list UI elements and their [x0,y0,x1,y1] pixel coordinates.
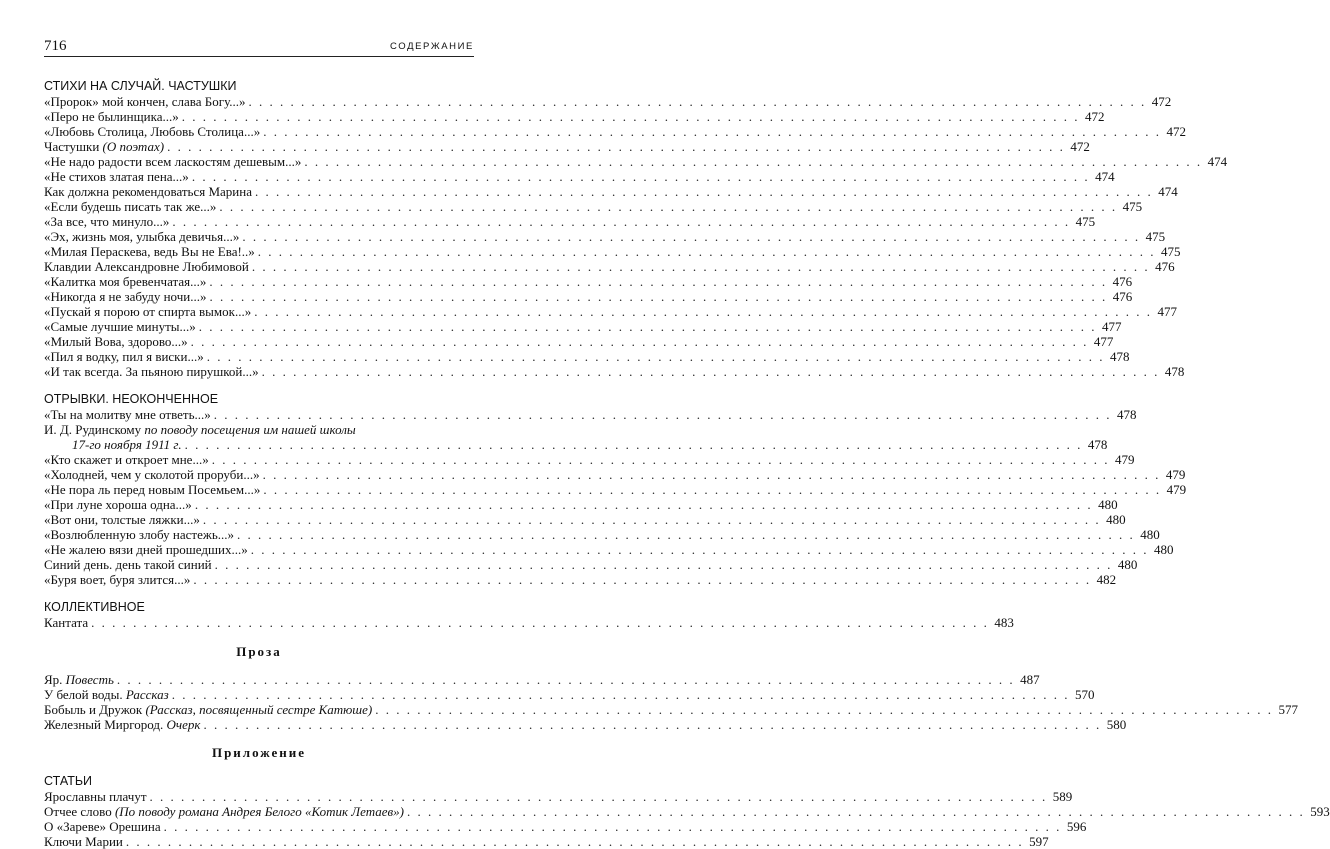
dot-leader [164,819,1062,834]
entry-title-text: У белой воды. [44,687,126,702]
dot-leader [255,184,1153,199]
entry-title [44,497,192,512]
section-title: КОЛЛЕКТИВНОЕ [44,600,145,614]
entry-page-number: 487 [1020,672,1040,687]
entry-page-number: 475 [1161,244,1181,259]
entry-title [44,259,249,274]
entry-title-text: «Никогда я не забуду ночи...» [44,289,207,304]
entry-note: (Рассказ, посвященный сестре Катюше) [145,702,373,717]
entry-title-text: «Перо не былинщика...» [44,109,179,124]
dot-leader [192,169,1090,184]
entry-page-number: 480 [1140,527,1160,542]
toc-entry [44,687,1095,702]
entry-page-number: 480 [1117,557,1138,572]
entry-title-text: И. Д. Рудинскому [44,422,145,437]
entry-title-text: «Не пора ль перед новым Посемьем...» [44,482,261,497]
entry-title [44,717,200,732]
toc-entry [44,482,1187,497]
entry-page-number: 478 [1164,364,1185,379]
entry-title-text: Как должна рекомендоваться Марина [44,184,252,199]
entry-title [44,572,190,587]
toc-entry [44,289,1133,304]
entry-page-number: 589 [1052,789,1073,804]
entry-title [44,139,164,154]
entry-page-number: 475 [1075,214,1096,229]
page-header [44,38,474,57]
entry-title [44,482,260,497]
dot-leader [207,349,1105,364]
entry-page-number: 477 [1093,334,1114,349]
toc-entry [44,364,1185,379]
entry-title-text: «Калитка моя бревенчатая...» [44,274,207,289]
entry-title-text: «Пророк» мой кончен, слава Богу...» [44,94,246,109]
dot-leader [219,199,1117,214]
section-title: ОТРЫВКИ. НЕОКОНЧЕННОЕ [44,392,219,406]
toc-entry [44,467,1186,482]
toc-entry [44,819,1087,834]
dot-leader [242,229,1140,244]
dot-leader [263,467,1161,482]
entry-page-number: 474 [1158,184,1178,199]
dot-leader [195,497,1093,512]
dot-leader [91,615,989,630]
dot-leader [182,109,1080,124]
entry-title [44,702,372,717]
toc-entry [44,557,1138,572]
entry-title [44,834,123,849]
entry-title [44,527,234,542]
entry-title [44,124,260,139]
entry-page-number: 472 [1166,124,1186,139]
entry-title [44,557,212,572]
appendix-part [44,745,1330,849]
entry-title [44,244,255,259]
toc-entry [44,304,1177,319]
entry-title-text: Бобыль и Дружок [44,702,146,717]
entry-title-text: «Кто скажет и откроет мне...» [44,452,209,467]
entry-page-number: 472 [1070,139,1090,154]
spacer [44,732,474,745]
dot-leader [117,672,1015,687]
entry-title-text: «Милая Пераскева, ведь Вы не Ева!..» [44,244,255,259]
dot-leader [199,319,1097,334]
dot-leader [172,214,1070,229]
part-title: Проза [236,644,282,659]
entry-title [44,422,356,437]
entry-page-number: 477 [1157,304,1177,319]
entry-note: Рассказ [125,687,169,702]
entry-title-text: «Не надо радости всем ласкостям дешевым...» [44,154,302,169]
toc-entry [44,229,1166,244]
toc-entry [44,109,1105,124]
entry-page-number: 478 [1087,437,1108,452]
dot-leader [212,452,1110,467]
entry-page-number: 479 [1165,467,1186,482]
dot-leader [126,834,1024,849]
dot-leader [203,512,1101,527]
entry-title [44,274,206,289]
entry-title [44,304,251,319]
entry-title [44,512,200,527]
toc-entry [44,407,1137,422]
toc-section [44,391,1187,587]
toc-entry [44,139,1090,154]
entry-page-number: 472 [1085,109,1105,124]
dot-leader [193,572,1091,587]
entry-title [44,94,246,109]
entry-note: (По поводу романа Андрея Белого «Котик Летаев») [114,804,405,819]
entry-title-text: «Холодней, чем у сколотой проруби...» [44,467,260,482]
page-number: 716 [44,38,67,54]
entry-title-text: «Милый Вова, здорово...» [44,334,188,349]
dot-leader [262,364,1160,379]
toc-entry [44,244,1181,259]
entry-title [44,289,206,304]
entry-title [44,437,182,452]
toc-section [44,599,1014,630]
toc-entry [44,154,1228,169]
entry-title-text: О «Зареве» Орешина [44,819,161,834]
entry-title [44,687,169,702]
dot-leader [252,259,1150,274]
toc-entry [44,497,1118,512]
running-head: СОДЕРЖАНИЕ [390,41,474,52]
entry-page-number: 479 [1166,482,1187,497]
entry-title [44,364,259,379]
dot-leader [263,124,1161,139]
toc-entry [44,542,1174,557]
entry-title [44,407,211,422]
entry-title [44,789,147,804]
entry-page-number: 593 [1310,804,1330,819]
dot-leader [304,154,1202,169]
entry-title-text: «И так всегда. За пьяною пирушкой...» [44,364,259,379]
dot-leader [209,289,1107,304]
dot-leader [251,542,1149,557]
dot-leader [209,274,1107,289]
entry-title-text: «Любовь Столица, Любовь Столица...» [44,124,261,139]
entry-title [44,542,248,557]
entry-page-number: 479 [1114,452,1135,467]
dot-leader [150,789,1048,804]
toc-entry [44,124,1186,139]
entry-title-text: «Не жалею вязи дней прошедших...» [44,542,248,557]
dot-leader [203,717,1101,732]
toc-section [44,78,1228,379]
toc-entry [44,184,1178,199]
entry-page-number: 474 [1095,169,1115,184]
entry-page-number: 577 [1278,702,1298,717]
toc-entry [44,527,1160,542]
entry-title [44,615,88,630]
entry-title-text: Частушки [44,139,103,154]
toc-entry [44,789,1073,804]
entry-title [44,319,196,334]
entry-page-number: 476 [1155,259,1175,274]
entry-title-text: «При луне хороша одна...» [44,497,192,512]
toc-entry [44,319,1122,334]
entry-title [44,229,239,244]
toc-entry [44,717,1127,732]
entry-page-number: 474 [1207,154,1228,169]
entry-title-text: «Вот они, толстые ляжки...» [44,512,200,527]
dot-leader [263,482,1161,497]
prose-part [44,644,1298,732]
entry-title [44,199,216,214]
dot-leader [237,527,1135,542]
entry-title-text: «Пил я водку, пил я виски...» [44,349,204,364]
entry-note: по поводу посещения им нашей школы [144,422,356,437]
entry-note: Очерк [166,717,201,732]
entry-page-number: 477 [1102,319,1122,334]
entry-page-number: 480 [1153,542,1174,557]
spacer [44,587,474,599]
entry-title [44,109,179,124]
toc-entry [44,199,1143,214]
toc-entry [44,572,1117,587]
toc-entry [44,214,1096,229]
entry-page-number: 478 [1117,407,1137,422]
entry-title [44,184,252,199]
spacer [44,660,474,672]
entry-title-text: Ярославны плачут [44,789,147,804]
toc-entry [44,512,1126,527]
entry-title-text: «Возлюбленную злобу настежь...» [44,527,235,542]
entry-note: 17-го ноября 1911 г. [72,437,182,452]
table-of-contents [44,78,1330,849]
toc-entry [44,834,1049,849]
entry-title-text: Отчее слово [44,804,115,819]
entry-note: Повесть [65,672,114,687]
dot-leader [254,304,1152,319]
entry-title-text: «Эх, жизнь моя, улыбка девичья...» [44,229,240,244]
entry-title [44,819,161,834]
toc-entry [44,452,1135,467]
entry-title-text: Ключи Марии [44,834,123,849]
entry-title [44,154,301,169]
entry-title-text: Клавдии Александровне Любимовой [44,259,249,274]
toc-entry [44,422,474,437]
dot-leader [172,687,1070,702]
part-title: Приложение [211,745,307,760]
dot-leader [375,702,1273,717]
entry-title-text: Железный Миргород. [44,717,167,732]
entry-title-text: «Если будешь писать так же...» [44,199,217,214]
entry-title-text: Синий день. день такой синий [44,557,212,572]
entry-page-number: 478 [1109,349,1130,364]
spacer [44,630,474,644]
entry-title [44,452,209,467]
entry-page-number: 480 [1098,497,1118,512]
entry-page-number: 483 [994,615,1014,630]
entry-title-text: Кантата [44,615,89,630]
entry-title-text: «Буря воет, буря злится...» [44,572,191,587]
entry-title-text: «Пускай я порою от спирта вымок...» [44,304,252,319]
toc-entry [44,615,1014,630]
toc-entry [44,94,1172,109]
toc-entry [44,274,1133,289]
toc-entry [44,259,1175,274]
dot-leader [258,244,1156,259]
toc-entry [44,169,1115,184]
entry-page-number: 580 [1106,717,1127,732]
entry-page-number: 480 [1106,512,1126,527]
dot-leader [191,334,1089,349]
entry-title [44,467,260,482]
entry-page-number: 476 [1112,274,1133,289]
entry-title [44,169,189,184]
entry-title [44,349,204,364]
toc-entry [44,437,1108,452]
spacer [44,379,474,391]
entry-title [44,804,404,819]
section-title: СТАТЬИ [44,774,93,788]
entry-page-number: 475 [1122,199,1143,214]
entry-title-text: «Ты на молитву мне ответь...» [44,407,211,422]
section-title: СТИХИ НА СЛУЧАЙ. ЧАСТУШКИ [44,79,237,93]
dot-leader [215,557,1113,572]
entry-page-number: 476 [1112,289,1133,304]
entry-title-text: «За все, что минуло...» [44,214,170,229]
dot-leader [167,139,1065,154]
dot-leader [214,407,1112,422]
entry-page-number: 596 [1066,819,1087,834]
dot-leader [185,437,1083,452]
entry-title [44,334,188,349]
toc-entry [44,334,1114,349]
toc-entry [44,804,1330,819]
toc-entry [44,702,1298,717]
entry-note: (О поэтах) [102,139,165,154]
dot-leader [407,804,1305,819]
entry-title-text: «Не стихов златая пена...» [44,169,189,184]
entry-title-text: Яр. [44,672,66,687]
spacer [44,761,474,773]
dot-leader [249,94,1147,109]
entry-page-number: 482 [1096,572,1117,587]
entry-page-number: 597 [1029,834,1049,849]
toc-entry [44,672,1040,687]
entry-title [44,672,114,687]
entry-page-number: 570 [1074,687,1095,702]
entry-page-number: 475 [1145,229,1166,244]
entry-title [44,214,169,229]
toc-entry [44,349,1130,364]
entry-title-text: «Самые лучшие минуты...» [44,319,196,334]
entry-page-number: 472 [1151,94,1172,109]
